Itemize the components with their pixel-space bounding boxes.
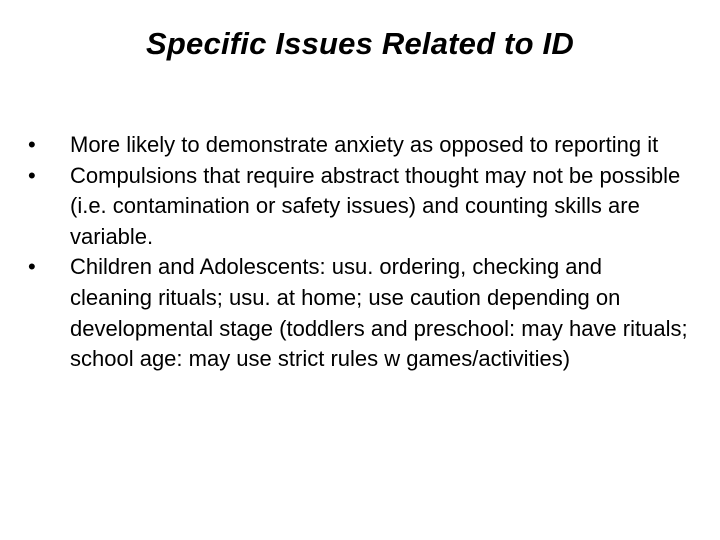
slide-title: Specific Issues Related to ID bbox=[146, 26, 574, 61]
bullet-point-icon: • bbox=[28, 254, 36, 280]
bullet-item-anxiety bbox=[28, 130, 688, 161]
bullet-list bbox=[28, 130, 688, 375]
bullet-text: More likely to demonstrate anxiety as opposed to reporting it bbox=[70, 132, 659, 157]
bullet-text: Compulsions that require abstract thought may not be possible (i.e. contamination or safety issues) and counting skills are variable. bbox=[70, 162, 681, 249]
bullet-item-children-adolescents bbox=[28, 252, 688, 374]
bullet-item-compulsions bbox=[28, 161, 688, 253]
bullet-text: Children and Adolescents: usu. ordering, checking and cleaning rituals; usu. at home; use caution depending on developmental stage (toddlers and preschool: may have rituals; school age: may use strict rules w games/activities) bbox=[70, 254, 688, 372]
bullet-point-icon: • bbox=[28, 132, 36, 157]
bullet-point-icon: • bbox=[28, 162, 36, 188]
